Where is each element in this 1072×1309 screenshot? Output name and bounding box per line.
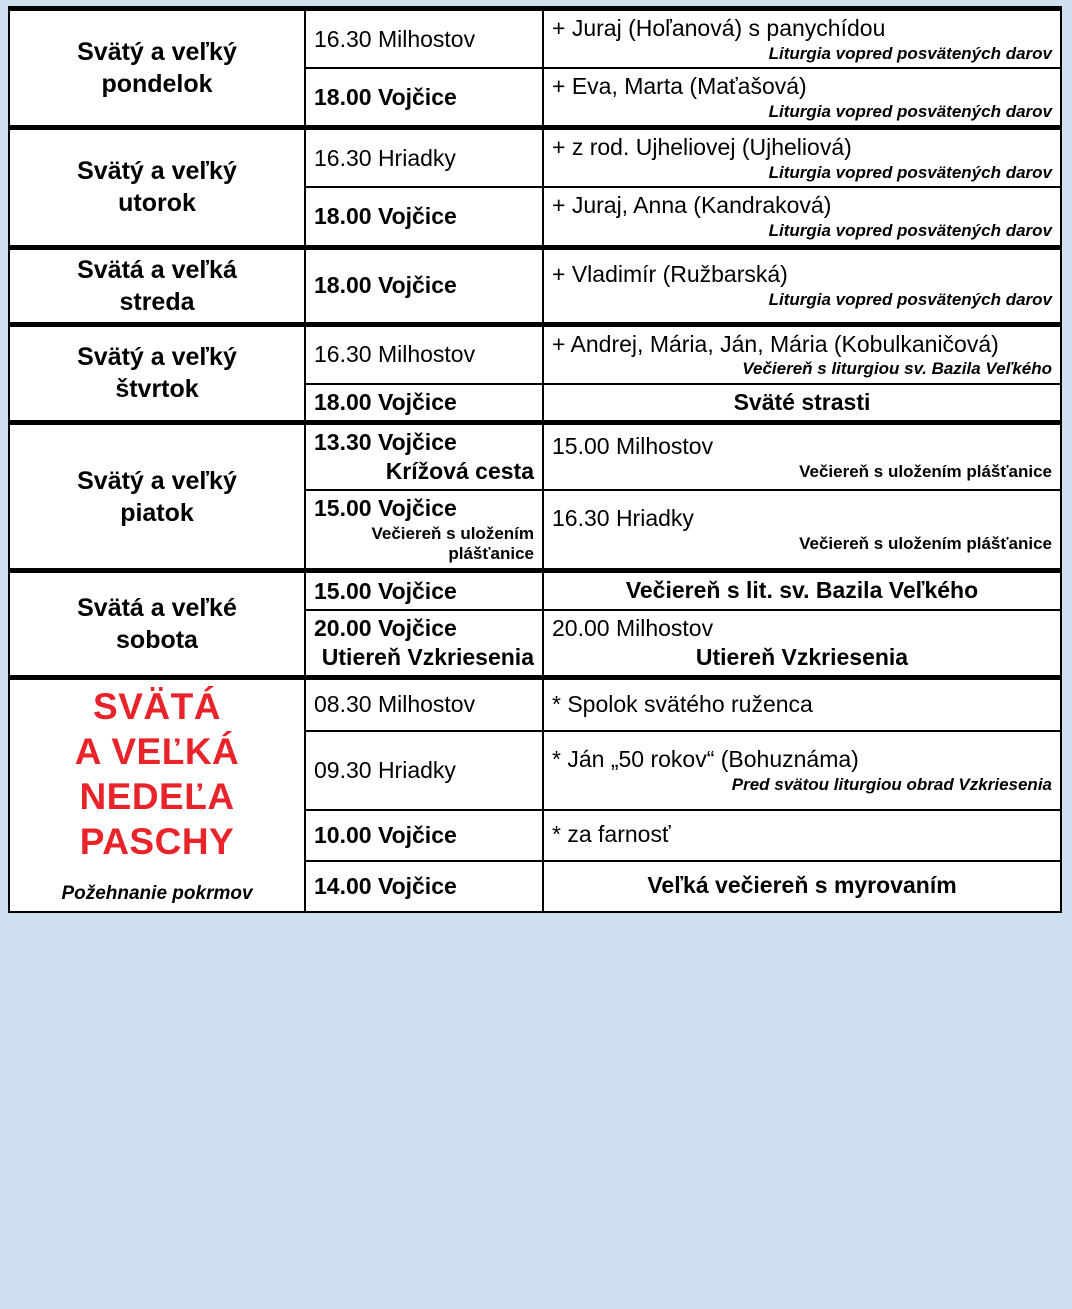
time-cell: 09.30 Hriadky (305, 731, 543, 810)
day-label-friday (9, 423, 305, 571)
day-label-line1: Svätý a veľký (77, 157, 237, 186)
day-label-line1: Svätý a veľký (77, 466, 237, 495)
day-label-line2: streda (119, 287, 195, 316)
event-cell: Veľká večiereň s myrovaním (543, 861, 1061, 912)
time-cell: 18.00 Vojčice (305, 187, 543, 247)
day-label-line2: štvrtok (115, 375, 199, 404)
day-label-line1: Svätá a veľká (77, 255, 237, 284)
event-cell: 16.30 Hriadky Večiereň s uložením plášťanice (543, 490, 1061, 571)
day-label-tuesday (9, 128, 305, 247)
event-cell: + Vladimír (Ružbarská) Liturgia vopred posvätených darov (543, 247, 1061, 324)
event-cell: 20.00 Milhostov Utiereň Vzkriesenia (543, 610, 1061, 678)
event-cell: * za farnosť (543, 810, 1061, 861)
event-cell: + Juraj (Hoľanová) s panychídou Liturgia vopred posvätených darov (543, 9, 1061, 69)
day-label-saturday (9, 571, 305, 678)
table-row (9, 423, 1061, 491)
holy-week-schedule-table (8, 6, 1062, 913)
time-cell: 15.00 Vojčice Večiereň s uložením plášťanice (305, 490, 543, 571)
time-cell: 15.00 Vojčice (305, 571, 543, 610)
time-cell: 13.30 Vojčice Krížová cesta (305, 423, 543, 491)
day-label-line1: Svätý a veľký (77, 38, 237, 67)
time-cell: 16.30 Milhostov (305, 9, 543, 69)
table-row (9, 677, 1061, 730)
table-row (9, 571, 1061, 610)
time-cell: 20.00 Vojčice Utiereň Vzkriesenia (305, 610, 543, 678)
day-label-line1: Svätá a veľké (77, 594, 237, 623)
day-label-sunday-pascha (9, 677, 305, 911)
table-row (9, 324, 1061, 384)
event-cell: + Eva, Marta (Maťašová) Liturgia vopred posvätených darov (543, 68, 1061, 128)
day-label-line2: piatok (120, 498, 194, 527)
sunday-title: SVÄTÁ A VEĽKÁ NEDEĽA PASCHY (74, 685, 240, 863)
event-cell: 15.00 Milhostov Večiereň s uložením plášťanice (543, 423, 1061, 491)
time-cell: 14.00 Vojčice (305, 861, 543, 912)
table-row (9, 247, 1061, 324)
time-cell: 16.30 Milhostov (305, 324, 543, 384)
day-label-thursday (9, 324, 305, 423)
table-row (9, 128, 1061, 188)
day-label-line2: pondelok (101, 70, 213, 99)
day-label-line1: Svätý a veľký (77, 343, 237, 372)
table-row (9, 9, 1061, 69)
event-cell: * Ján „50 rokov“ (Bohuznáma) Pred svätou liturgiou obrad Vzkriesenia (543, 731, 1061, 810)
event-cell: Večiereň s lit. sv. Bazila Veľkého (543, 571, 1061, 610)
day-label-monday (9, 9, 305, 128)
sunday-note: Požehnanie pokrmov (61, 883, 253, 905)
event-cell: + Juraj, Anna (Kandraková) Liturgia vopred posvätených darov (543, 187, 1061, 247)
day-label-line2: utorok (118, 189, 196, 218)
time-cell: 16.30 Hriadky (305, 128, 543, 188)
day-label-wednesday (9, 247, 305, 324)
day-label-line2: sobota (116, 626, 198, 655)
event-cell: * Spolok svätého ruženca (543, 677, 1061, 730)
time-cell: 18.00 Vojčice (305, 68, 543, 128)
event-cell: + Andrej, Mária, Ján, Mária (Kobulkaničová) Večiereň s liturgiou sv. Bazila Veľkého (543, 324, 1061, 384)
event-cell: + z rod. Ujheliovej (Ujheliová) Liturgia vopred posvätených darov (543, 128, 1061, 188)
time-cell: 10.00 Vojčice (305, 810, 543, 861)
time-cell: 08.30 Milhostov (305, 677, 543, 730)
time-cell: 18.00 Vojčice (305, 247, 543, 324)
time-cell: 18.00 Vojčice (305, 384, 543, 423)
event-cell: Sväté strasti (543, 384, 1061, 423)
